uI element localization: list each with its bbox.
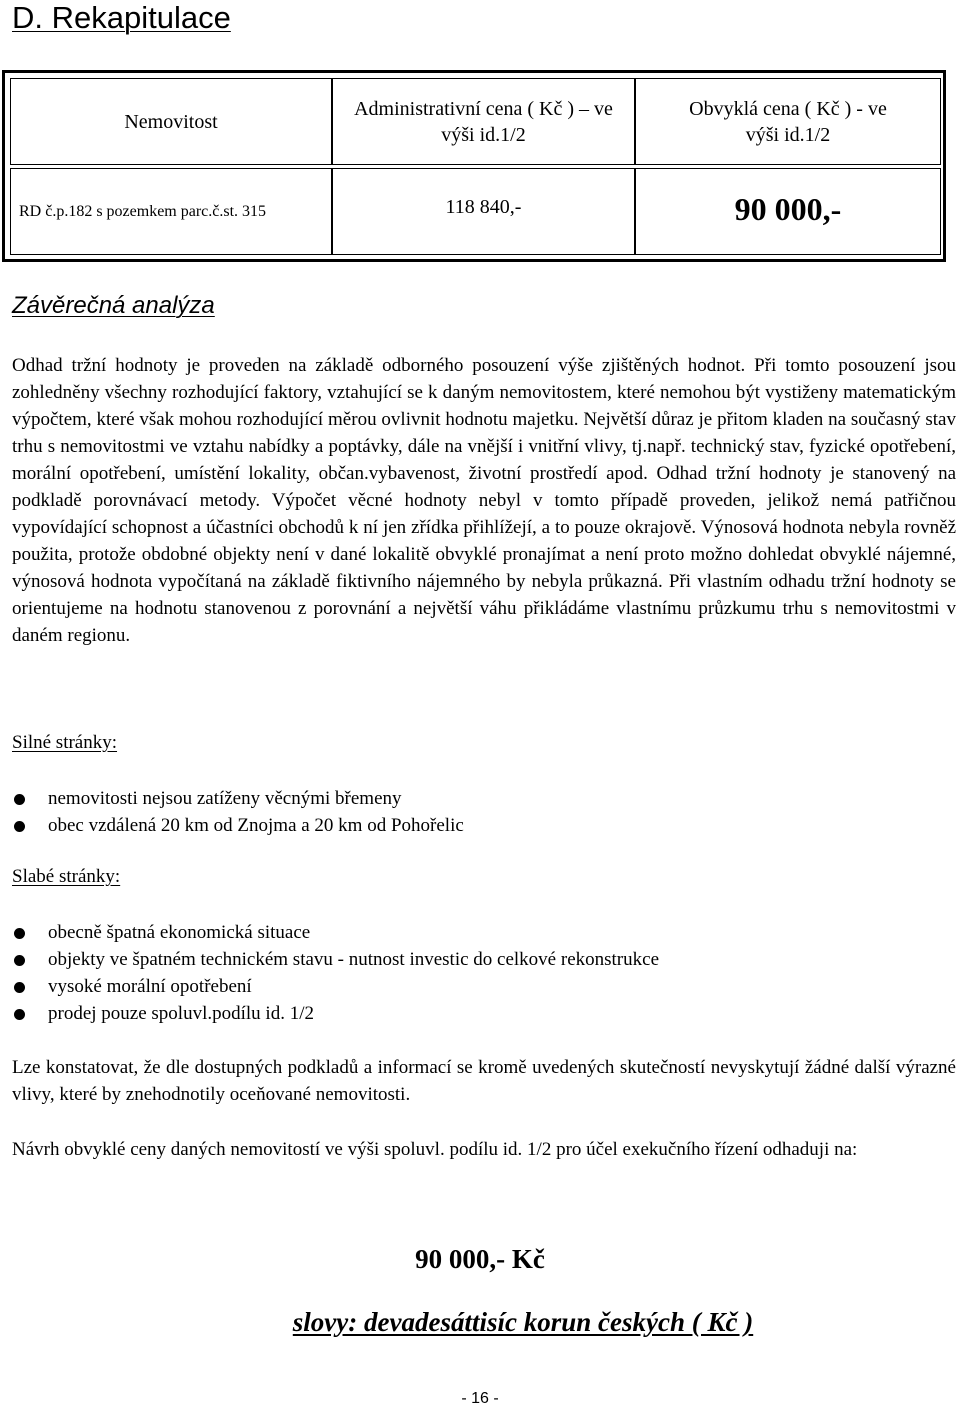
table-cell-usual-price: 90 000,- [635, 168, 941, 255]
total-price-in-words-text: slovy: devadesáttisíc korun českých ( Kč ) [292, 1307, 754, 1337]
table-header-usual-price [635, 78, 941, 165]
bullet-icon [14, 1009, 25, 1020]
strengths-label: Silné stránky: [12, 732, 118, 753]
list-item-text: nemovitosti nejsou zatíženy věcnými břemeny [48, 788, 402, 809]
list-item [12, 946, 659, 973]
weaknesses-label: Slabé stránky: [12, 866, 121, 887]
bullet-icon [14, 955, 25, 966]
bullet-icon [14, 982, 25, 993]
list-item-text: obecně špatná ekonomická situace [48, 922, 311, 943]
list-item-text: objekty ve špatném technickém stavu - nutnost investic do celkové rekonstrukce [48, 949, 659, 970]
proposal-paragraph: Návrh obvyklé ceny daných nemovitostí ve výši spoluvl. podílu id. 1/2 pro účel exekučního řízení odhaduji na: [12, 1139, 858, 1160]
section-heading: D. Rekapitulace [12, 0, 231, 35]
table-header-admin-price [332, 78, 635, 165]
table-cell-property: RD č.p.182 s pozemkem parc.č.st. 315 [10, 168, 332, 255]
list-item-text: vysoké morální opotřebení [48, 976, 252, 997]
table-header-usual-price-text: Obvyklá cena ( Kč ) - ve výši id.1/2 [689, 97, 887, 146]
conclusion-paragraph: Lze konstatovat, že dle dostupných podkladů a informací se kromě uvedených skutečností nevyskytují žádné další výrazné vlivy, které by znehodnotily oceňované nemovitosti. [12, 1057, 956, 1105]
weaknesses-list [12, 919, 659, 1027]
recap-table [2, 70, 946, 262]
bullet-icon [14, 821, 25, 832]
list-item-text: prodej pouze spoluvl.podílu id. 1/2 [48, 1003, 314, 1024]
bullet-icon [14, 794, 25, 805]
total-price: 90 000,- Kč [415, 1244, 545, 1274]
table-cell-admin-price: 118 840,- [332, 168, 635, 255]
list-item [12, 1000, 659, 1027]
page-number: - 16 - [461, 1390, 499, 1407]
analysis-title: Závěrečná analýza [12, 292, 215, 319]
list-item [12, 812, 464, 839]
bullet-icon [14, 928, 25, 939]
table-header-property: Nemovitost [10, 78, 332, 165]
list-item [12, 785, 464, 812]
table-header-admin-price-text: Administrativní cena ( Kč ) – ve výši id.1/2 [354, 97, 613, 146]
total-price-in-words [0, 1307, 960, 1338]
list-item-text: obec vzdálená 20 km od Znojma a 20 km od Pohořelic [48, 815, 464, 836]
list-item [12, 973, 659, 1000]
strengths-list [12, 785, 464, 839]
analysis-paragraph: Odhad tržní hodnoty je proveden na základě odborného posouzení výše zjištěných hodnot. Při tomto posouzení jsou zohledněny všechny rozhodující faktory, vztahující se k daným nemovitostem, které nemohou být vystiženy matematickým výpočtem, které však mohou rozhodující měrou ovlivnit hodnotu majetku. Největší důraz je přitom kladen na současný stav trhu s nemovitostmi ve vztahu nabídky a poptávky, dále na vnější i vnitřní vlivy, tj.např. technický stav, fyzické opotřebení, morální opotřebení, umístění lokality, občan.vybavenost, životní prostředí apod. Odhad tržní hodnoty je stanovený na podkladě porovnávací metody. Výpočet věcné hodnoty nebyl v tomto případě proveden, jelikož nemá patřičnou vypovídající schopnost a účastníci obchodů k ní jen zřídka přihlížejí, a to pouze okrajově. Výnosová hodnota nebyla rovněž použita, protože obdobné objekty není v dané lokalitě obvyklé pronajímat a není proto možno dohledat obvyklé nájemné, výnosová hodnota vypočítaná na základě fiktivního nájemného by nebyla průkazná. Při vlastním odhadu tržní hodnoty se orientujeme na hodnotu stanovenou z porovnání a největší váhu přikládáme vlastnímu průzkumu trhu s nemovitostmi v daném regionu. [12, 355, 956, 646]
list-item [12, 919, 659, 946]
